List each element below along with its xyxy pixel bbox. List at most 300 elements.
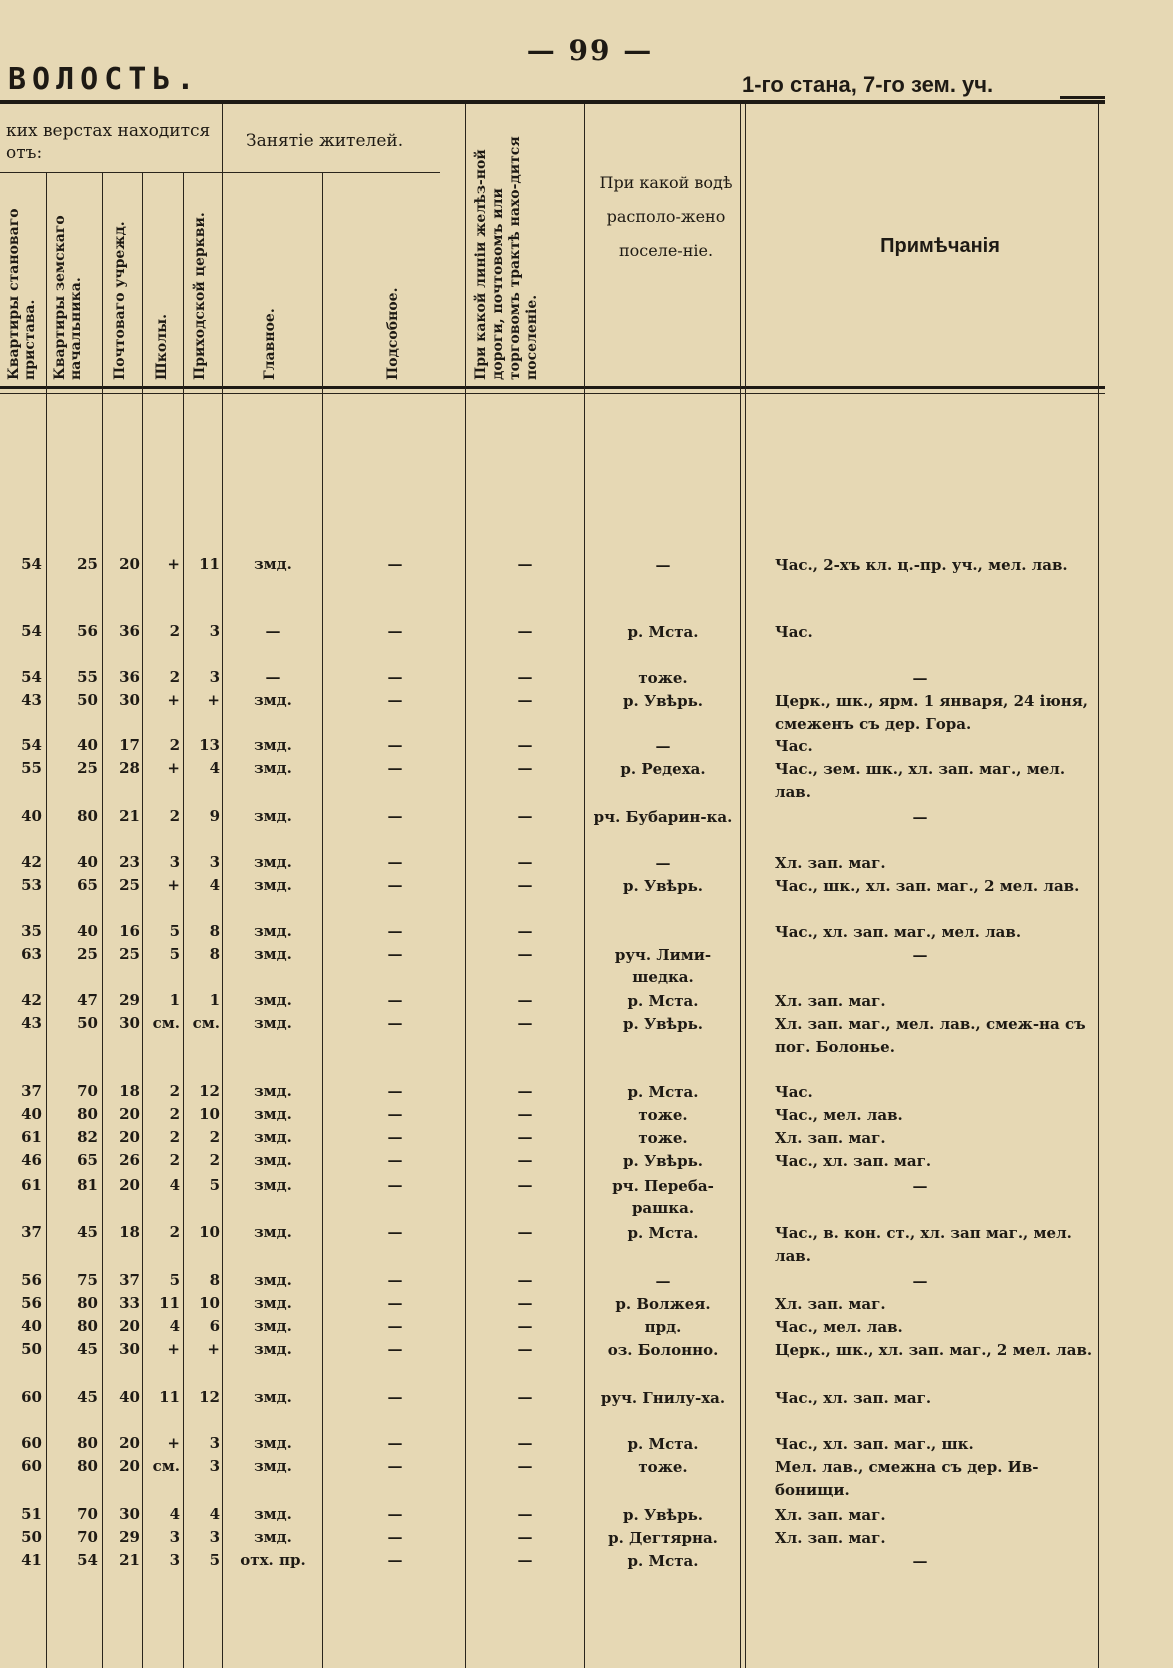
table-cell-c6: змд. bbox=[254, 807, 292, 825]
table-cell-c7: — bbox=[387, 1528, 403, 1546]
table-cell-c1: 40 bbox=[21, 1105, 42, 1123]
table-cell-note: — bbox=[912, 946, 928, 964]
table-cell-c6: змд. bbox=[254, 1105, 292, 1123]
table-cell-note: Час., зем. шк., хл. зап. маг., мел. лав. bbox=[775, 760, 1066, 801]
table-cell-c6: змд. bbox=[254, 853, 292, 871]
table-cell-c3: 30 bbox=[119, 1014, 140, 1032]
header-col7: Подсобное. bbox=[385, 287, 401, 380]
group-divider-2 bbox=[210, 172, 440, 173]
table-cell-c1: 54 bbox=[21, 555, 42, 573]
table-cell-c1: 54 bbox=[21, 622, 42, 640]
table-cell-c9: р. Мста. bbox=[627, 1224, 699, 1242]
table-cell-c6: змд. bbox=[254, 1457, 292, 1475]
table-cell-c5: 12 bbox=[199, 1082, 220, 1100]
table-cell-c2: 40 bbox=[77, 922, 98, 940]
table-cell-c6: змд. bbox=[254, 1082, 292, 1100]
table-cell-c7: — bbox=[387, 1340, 403, 1358]
table-cell-c7: — bbox=[387, 1176, 403, 1194]
table-cell-c1: 61 bbox=[21, 1128, 42, 1146]
table-cell-c5: см. bbox=[192, 1014, 220, 1032]
table-cell-c8: — bbox=[517, 1151, 533, 1169]
table-cell-c7: — bbox=[387, 759, 403, 777]
top-rule-right bbox=[1060, 96, 1105, 99]
table-cell-c2: 50 bbox=[77, 1014, 98, 1032]
table-cell-c3: 40 bbox=[119, 1388, 140, 1406]
table-cell-c7: — bbox=[387, 1294, 403, 1312]
table-cell-c3: 23 bbox=[119, 853, 140, 871]
table-cell-c1: 40 bbox=[21, 807, 42, 825]
table-cell-c6: змд. bbox=[254, 1294, 292, 1312]
table-cell-c6: змд. bbox=[254, 1151, 292, 1169]
table-cell-c3: 29 bbox=[119, 1528, 140, 1546]
table-cell-note: Час. bbox=[775, 623, 813, 641]
table-cell-note: Мел. лав., смежна съ дер. Ив-бонищи. bbox=[775, 1458, 1039, 1499]
table-cell-c1: 56 bbox=[21, 1271, 42, 1289]
table-cell-c6: змд. bbox=[254, 1014, 292, 1032]
table-cell-c4: 2 bbox=[169, 1223, 180, 1241]
table-cell-c8: — bbox=[517, 1340, 533, 1358]
table-cell-c1: 40 bbox=[21, 1317, 42, 1335]
col-line-1 bbox=[46, 172, 47, 1668]
table-cell-c2: 80 bbox=[77, 1434, 98, 1452]
table-cell-c4: + bbox=[167, 555, 180, 573]
table-cell-c2: 54 bbox=[77, 1551, 98, 1569]
table-cell-c8: — bbox=[517, 1014, 533, 1032]
table-cell-c9: р. Увѣрь. bbox=[623, 1015, 703, 1033]
table-cell-c2: 45 bbox=[77, 1388, 98, 1406]
table-cell-c7: — bbox=[387, 922, 403, 940]
table-cell-c4: 3 bbox=[169, 853, 180, 871]
table-cell-c1: 60 bbox=[21, 1434, 42, 1452]
table-cell-c8: — bbox=[517, 1457, 533, 1475]
table-cell-c9: р. Увѣрь. bbox=[623, 877, 703, 895]
table-cell-c3: 20 bbox=[119, 1434, 140, 1452]
table-cell-c4: 1 bbox=[169, 991, 180, 1009]
table-cell-c2: 40 bbox=[77, 853, 98, 871]
table-cell-c3: 30 bbox=[119, 1340, 140, 1358]
table-cell-c8: — bbox=[517, 807, 533, 825]
table-cell-c8: — bbox=[517, 1105, 533, 1123]
table-cell-c1: 35 bbox=[21, 922, 42, 940]
table-cell-c9: р. Увѣрь. bbox=[623, 1152, 703, 1170]
table-cell-c3: 36 bbox=[119, 622, 140, 640]
table-cell-c1: 50 bbox=[21, 1340, 42, 1358]
volost-heading: ВОЛОСТЬ. bbox=[8, 62, 201, 97]
table-cell-c8: — bbox=[517, 876, 533, 894]
table-cell-c5: 10 bbox=[199, 1105, 220, 1123]
col-line-7 bbox=[465, 104, 466, 1668]
table-cell-c4: 4 bbox=[169, 1317, 180, 1335]
table-cell-c5: 8 bbox=[209, 945, 220, 963]
table-cell-c1: 56 bbox=[21, 1294, 42, 1312]
table-cell-c7: — bbox=[387, 1551, 403, 1569]
table-cell-c3: 20 bbox=[119, 1317, 140, 1335]
table-cell-c5: 2 bbox=[209, 1128, 220, 1146]
table-cell-c1: 37 bbox=[21, 1223, 42, 1241]
table-cell-c4: 5 bbox=[169, 922, 180, 940]
table-cell-c9: тоже. bbox=[638, 669, 688, 687]
table-cell-c1: 53 bbox=[21, 876, 42, 894]
stan-heading: 1-го стана, 7-го зем. уч. bbox=[742, 72, 994, 97]
table-cell-c8: — bbox=[517, 622, 533, 640]
table-cell-c2: 80 bbox=[77, 1317, 98, 1335]
table-cell-note: — bbox=[912, 1272, 928, 1290]
table-cell-c4: 2 bbox=[169, 1128, 180, 1146]
table-cell-c2: 80 bbox=[77, 807, 98, 825]
table-cell-c5: 5 bbox=[209, 1551, 220, 1569]
table-cell-c1: 61 bbox=[21, 1176, 42, 1194]
table-cell-c6: — bbox=[265, 622, 281, 640]
table-cell-c9: прд. bbox=[644, 1318, 682, 1336]
table-cell-c4: см. bbox=[152, 1457, 180, 1475]
table-cell-c6: змд. bbox=[254, 1223, 292, 1241]
table-cell-note: Час., мел. лав. bbox=[775, 1106, 903, 1124]
table-cell-c1: 42 bbox=[21, 991, 42, 1009]
table-cell-note: Час., в. кон. ст., хл. зап маг., мел. лав. bbox=[775, 1224, 1072, 1265]
table-cell-c5: 11 bbox=[199, 555, 220, 573]
table-cell-note: Хл. зап. маг. bbox=[775, 1529, 886, 1547]
table-cell-note: Хл. зап. маг. bbox=[775, 992, 886, 1010]
table-cell-c3: 20 bbox=[119, 1128, 140, 1146]
table-cell-c2: 45 bbox=[77, 1340, 98, 1358]
table-cell-note: Хл. зап. маг. bbox=[775, 1295, 886, 1313]
table-cell-c8: — bbox=[517, 1082, 533, 1100]
table-cell-c2: 25 bbox=[77, 945, 98, 963]
table-cell-c1: 42 bbox=[21, 853, 42, 871]
col-line-4 bbox=[183, 172, 184, 1668]
table-cell-note: Час., шк., хл. зап. маг., 2 мел. лав. bbox=[775, 877, 1080, 895]
header-bottom-rule-2 bbox=[0, 393, 1105, 394]
table-cell-c9: р. Дегтярна. bbox=[608, 1529, 718, 1547]
table-cell-note: Хл. зап. маг. bbox=[775, 854, 886, 872]
table-cell-c3: 26 bbox=[119, 1151, 140, 1169]
table-cell-c5: 6 bbox=[209, 1317, 220, 1335]
table-cell-c8: — bbox=[517, 736, 533, 754]
table-cell-c2: 25 bbox=[77, 759, 98, 777]
table-cell-note: Час., хл. зап. маг. bbox=[775, 1152, 932, 1170]
table-cell-c7: — bbox=[387, 1388, 403, 1406]
table-cell-c5: 13 bbox=[199, 736, 220, 754]
table-cell-c9: тоже. bbox=[638, 1106, 688, 1124]
table-cell-c9: руч. Лими-шедка. bbox=[614, 946, 712, 986]
table-cell-c6: змд. bbox=[254, 1128, 292, 1146]
table-cell-c4: + bbox=[167, 876, 180, 894]
table-cell-c5: 1 bbox=[209, 991, 220, 1009]
table-cell-c3: 20 bbox=[119, 1457, 140, 1475]
table-cell-c5: 12 bbox=[199, 1388, 220, 1406]
table-cell-c7: — bbox=[387, 991, 403, 1009]
table-cell-c5: 10 bbox=[199, 1294, 220, 1312]
table-cell-c4: 4 bbox=[169, 1176, 180, 1194]
table-cell-c3: 18 bbox=[119, 1223, 140, 1241]
table-cell-note: Церк., шк., хл. зап. маг., 2 мел. лав. bbox=[775, 1341, 1093, 1359]
table-cell-c5: 4 bbox=[209, 876, 220, 894]
table-cell-c7: — bbox=[387, 736, 403, 754]
table-cell-c2: 81 bbox=[77, 1176, 98, 1194]
table-cell-c5: 3 bbox=[209, 853, 220, 871]
table-cell-c3: 36 bbox=[119, 668, 140, 686]
table-cell-c2: 56 bbox=[77, 622, 98, 640]
table-cell-c7: — bbox=[387, 691, 403, 709]
table-cell-c3: 20 bbox=[119, 1176, 140, 1194]
table-cell-c1: 43 bbox=[21, 691, 42, 709]
table-cell-c1: 63 bbox=[21, 945, 42, 963]
table-cell-c8: — bbox=[517, 853, 533, 871]
header-col10: Примѣчанія bbox=[880, 235, 1000, 257]
table-cell-c8: — bbox=[517, 1223, 533, 1241]
header-col2: Квартиры земскаго начальника. bbox=[52, 215, 84, 380]
table-cell-note: — bbox=[912, 1177, 928, 1195]
table-cell-c9: тоже. bbox=[638, 1129, 688, 1147]
table-cell-c3: 28 bbox=[119, 759, 140, 777]
group-divider-1 bbox=[0, 172, 210, 173]
table-cell-c2: 75 bbox=[77, 1271, 98, 1289]
table-cell-c9: тоже. bbox=[638, 1458, 688, 1476]
table-cell-c3: 25 bbox=[119, 945, 140, 963]
table-cell-c9: руч. Гнилу-ха. bbox=[600, 1389, 726, 1407]
header-col9: При какой водѣ располо-жено поселе-ніе. bbox=[599, 173, 733, 260]
table-cell-c4: 2 bbox=[169, 1151, 180, 1169]
table-cell-c4: 3 bbox=[169, 1528, 180, 1546]
table-cell-c7: — bbox=[387, 1505, 403, 1523]
header-occupation-group: Занятіе жителей. bbox=[246, 131, 404, 151]
table-cell-c6: змд. bbox=[254, 1340, 292, 1358]
table-cell-c6: змд. bbox=[254, 691, 292, 709]
table-cell-c1: 43 bbox=[21, 1014, 42, 1032]
table-cell-c2: 65 bbox=[77, 1151, 98, 1169]
table-cell-c7: — bbox=[387, 1014, 403, 1032]
table-cell-c4: 2 bbox=[169, 736, 180, 754]
table-cell-c7: — bbox=[387, 1128, 403, 1146]
table-cell-note: Церк., шк., ярм. 1 января, 24 іюня, смеженъ съ дер. Гора. bbox=[775, 692, 1089, 733]
table-cell-c4: 3 bbox=[169, 1551, 180, 1569]
header-col8: При какой линіи желѣз-ной дороги, почтовомъ или торговомъ трактѣ нахо-дится поселеніе. bbox=[473, 136, 540, 380]
table-cell-c7: — bbox=[387, 1317, 403, 1335]
table-cell-c5: 2 bbox=[209, 1151, 220, 1169]
table-cell-c6: змд. bbox=[254, 1388, 292, 1406]
table-cell-c7: — bbox=[387, 668, 403, 686]
table-cell-note: Час., хл. зап. маг., шк. bbox=[775, 1435, 974, 1453]
table-cell-note: Час., хл. зап. маг., мел. лав. bbox=[775, 923, 1022, 941]
table-cell-c5: 8 bbox=[209, 1271, 220, 1289]
table-cell-c9: рч. Бубарин-ка. bbox=[593, 808, 733, 826]
top-rule bbox=[0, 100, 1105, 104]
table-cell-c6: змд. bbox=[254, 991, 292, 1009]
table-cell-c2: 80 bbox=[77, 1105, 98, 1123]
table-cell-note: Хл. зап. маг. bbox=[775, 1129, 886, 1147]
table-cell-c9: рч. Переба-рашка. bbox=[612, 1177, 714, 1217]
table-cell-c5: 4 bbox=[209, 759, 220, 777]
table-cell-note: Час. bbox=[775, 1083, 813, 1101]
table-cell-c7: — bbox=[387, 853, 403, 871]
table-cell-note: Час., хл. зап. маг. bbox=[775, 1389, 932, 1407]
table-cell-c2: 45 bbox=[77, 1223, 98, 1241]
table-cell-c8: — bbox=[517, 1128, 533, 1146]
table-cell-c3: 20 bbox=[119, 1105, 140, 1123]
table-cell-c2: 70 bbox=[77, 1528, 98, 1546]
table-cell-c8: — bbox=[517, 1176, 533, 1194]
table-cell-c9: р. Увѣрь. bbox=[623, 1506, 703, 1524]
table-cell-c7: — bbox=[387, 945, 403, 963]
table-cell-c6: змд. bbox=[254, 1317, 292, 1335]
table-cell-c4: 2 bbox=[169, 1105, 180, 1123]
table-cell-c6: змд. bbox=[254, 555, 292, 573]
table-cell-c6: змд. bbox=[254, 1434, 292, 1452]
table-cell-c4: 5 bbox=[169, 1271, 180, 1289]
table-cell-c2: 82 bbox=[77, 1128, 98, 1146]
table-cell-c5: + bbox=[207, 691, 220, 709]
table-cell-c1: 37 bbox=[21, 1082, 42, 1100]
table-cell-c2: 70 bbox=[77, 1505, 98, 1523]
table-cell-c6: змд. bbox=[254, 922, 292, 940]
table-cell-c8: — bbox=[517, 1528, 533, 1546]
table-cell-c3: 21 bbox=[119, 807, 140, 825]
table-cell-c3: 30 bbox=[119, 1505, 140, 1523]
table-cell-c3: 33 bbox=[119, 1294, 140, 1312]
col-line-2 bbox=[102, 172, 103, 1668]
table-cell-note: — bbox=[912, 808, 928, 826]
table-cell-c7: — bbox=[387, 1434, 403, 1452]
table-cell-note: Час. bbox=[775, 737, 813, 755]
table-cell-c4: 11 bbox=[159, 1294, 180, 1312]
table-cell-c4: 2 bbox=[169, 807, 180, 825]
table-cell-c8: — bbox=[517, 1294, 533, 1312]
table-cell-c6: змд. bbox=[254, 736, 292, 754]
table-cell-c9: р. Увѣрь. bbox=[623, 692, 703, 710]
table-cell-c2: 80 bbox=[77, 1457, 98, 1475]
table-cell-c1: 54 bbox=[21, 736, 42, 754]
col-line-8 bbox=[584, 104, 585, 1668]
table-cell-c4: 2 bbox=[169, 668, 180, 686]
table-cell-c2: 70 bbox=[77, 1082, 98, 1100]
table-cell-c6: отх. пр. bbox=[240, 1551, 306, 1569]
table-cell-c1: 50 bbox=[21, 1528, 42, 1546]
col-line-5 bbox=[222, 104, 223, 1668]
col-line-6 bbox=[322, 172, 323, 1668]
table-cell-c1: 54 bbox=[21, 668, 42, 686]
table-cell-c7: — bbox=[387, 1271, 403, 1289]
table-cell-c2: 40 bbox=[77, 736, 98, 754]
table-cell-c6: змд. bbox=[254, 1528, 292, 1546]
header-col3: Почтоваго учрежд. bbox=[112, 221, 128, 380]
table-cell-c8: — bbox=[517, 691, 533, 709]
table-cell-c6: змд. bbox=[254, 945, 292, 963]
table-cell-c8: — bbox=[517, 1505, 533, 1523]
table-cell-c8: — bbox=[517, 555, 533, 573]
table-cell-c5: 3 bbox=[209, 1434, 220, 1452]
table-cell-c9: — bbox=[655, 556, 671, 574]
table-cell-c4: 2 bbox=[169, 622, 180, 640]
table-cell-c9: — bbox=[655, 854, 671, 872]
table-cell-c4: + bbox=[167, 1340, 180, 1358]
table-cell-c8: — bbox=[517, 945, 533, 963]
table-cell-c6: змд. bbox=[254, 1176, 292, 1194]
table-cell-c9: — bbox=[655, 1272, 671, 1290]
table-cell-c3: 16 bbox=[119, 922, 140, 940]
table-cell-c5: + bbox=[207, 1340, 220, 1358]
table-cell-c8: — bbox=[517, 759, 533, 777]
table-cell-c7: — bbox=[387, 1223, 403, 1241]
table-cell-c9: — bbox=[655, 737, 671, 755]
table-cell-c5: 3 bbox=[209, 668, 220, 686]
table-cell-note: Хл. зап. маг. bbox=[775, 1506, 886, 1524]
table-cell-c1: 55 bbox=[21, 759, 42, 777]
table-cell-c7: — bbox=[387, 807, 403, 825]
table-cell-c7: — bbox=[387, 876, 403, 894]
table-cell-c9: р. Мста. bbox=[627, 1552, 699, 1570]
table-cell-c5: 4 bbox=[209, 1505, 220, 1523]
table-cell-c8: — bbox=[517, 1551, 533, 1569]
table-cell-c8: — bbox=[517, 1388, 533, 1406]
table-cell-c2: 80 bbox=[77, 1294, 98, 1312]
table-cell-c9: р. Мста. bbox=[627, 1083, 699, 1101]
table-cell-c7: — bbox=[387, 1082, 403, 1100]
table-cell-c3: 18 bbox=[119, 1082, 140, 1100]
table-cell-c3: 17 bbox=[119, 736, 140, 754]
table-cell-c8: — bbox=[517, 668, 533, 686]
table-cell-c6: змд. bbox=[254, 1505, 292, 1523]
table-cell-c4: + bbox=[167, 691, 180, 709]
table-cell-c7: — bbox=[387, 622, 403, 640]
table-cell-c3: 29 bbox=[119, 991, 140, 1009]
header-col6: Главное. bbox=[262, 308, 278, 380]
table-cell-c2: 47 bbox=[77, 991, 98, 1009]
table-cell-c2: 65 bbox=[77, 876, 98, 894]
table-cell-c9: оз. Болонно. bbox=[607, 1341, 719, 1359]
table-cell-c5: 3 bbox=[209, 1457, 220, 1475]
col-line-9 bbox=[740, 104, 741, 1668]
table-cell-c3: 21 bbox=[119, 1551, 140, 1569]
table-cell-c2: 50 bbox=[77, 691, 98, 709]
table-cell-c2: 25 bbox=[77, 555, 98, 573]
header-col1: Квартиры становаго пристава. bbox=[6, 208, 38, 380]
table-cell-note: Хл. зап. маг., мел. лав., смеж-на съ пог. Болонье. bbox=[775, 1015, 1086, 1056]
table-cell-c7: — bbox=[387, 555, 403, 573]
table-cell-c6: — bbox=[265, 668, 281, 686]
table-cell-c4: 11 bbox=[159, 1388, 180, 1406]
table-cell-c2: 55 bbox=[77, 668, 98, 686]
header-col5: Приходской церкви. bbox=[192, 212, 208, 380]
table-cell-c6: змд. bbox=[254, 876, 292, 894]
table-cell-note: — bbox=[912, 669, 928, 687]
table-cell-c9: р. Мста. bbox=[627, 623, 699, 641]
table-cell-c4: см. bbox=[152, 1014, 180, 1032]
header-distance-group: ких верстах находится отъ: bbox=[6, 121, 211, 163]
table-cell-c9: р. Мста. bbox=[627, 1435, 699, 1453]
table-cell-c4: 5 bbox=[169, 945, 180, 963]
table-cell-c9: р. Редеха. bbox=[620, 760, 706, 778]
table-cell-c4: + bbox=[167, 759, 180, 777]
table-cell-c3: 30 bbox=[119, 691, 140, 709]
table-cell-c7: — bbox=[387, 1151, 403, 1169]
table-cell-c5: 3 bbox=[209, 1528, 220, 1546]
table-cell-c3: 20 bbox=[119, 555, 140, 573]
table-cell-c9: р. Мста. bbox=[627, 992, 699, 1010]
table-cell-c3: 25 bbox=[119, 876, 140, 894]
header-col4: Школы. bbox=[154, 314, 170, 380]
table-cell-c1: 41 bbox=[21, 1551, 42, 1569]
table-cell-note: Час., мел. лав. bbox=[775, 1318, 903, 1336]
header-bottom-rule bbox=[0, 386, 1105, 389]
table-cell-c4: + bbox=[167, 1434, 180, 1452]
table-cell-c7: — bbox=[387, 1105, 403, 1123]
table-cell-note: — bbox=[912, 1552, 928, 1570]
page-number: — 99 — bbox=[526, 34, 654, 67]
table-cell-c6: змд. bbox=[254, 759, 292, 777]
table-cell-c8: — bbox=[517, 1317, 533, 1335]
table-cell-c8: — bbox=[517, 1434, 533, 1452]
table-cell-c1: 60 bbox=[21, 1457, 42, 1475]
